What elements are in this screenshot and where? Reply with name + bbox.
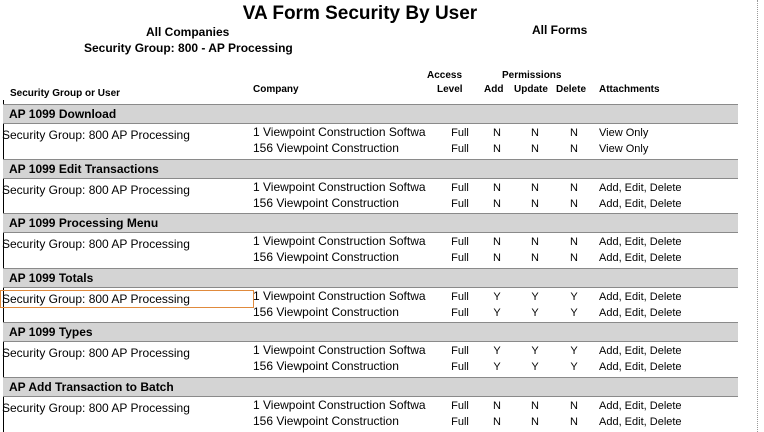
permission-delete-cell: N [570, 252, 578, 264]
permission-add-cell: Y [493, 361, 501, 373]
permission-add-cell: N [493, 143, 501, 155]
attachments-cell: View Only [599, 143, 649, 155]
attachments-cell: Add, Edit, Delete [599, 400, 682, 412]
permission-add-cell: Y [493, 345, 501, 357]
attachments-cell: Add, Edit, Delete [599, 198, 682, 210]
permission-update-cell: N [531, 400, 539, 412]
access-level-cell: Full [451, 416, 469, 428]
permission-update-cell: Y [531, 291, 539, 303]
security-group-user-cell[interactable]: Security Group: 800 AP Processing [2, 401, 190, 415]
attachments-cell: Add, Edit, Delete [599, 236, 682, 248]
permission-delete-cell: Y [570, 345, 578, 357]
security-group-filter-label: Security Group: 800 - AP Processing [84, 41, 293, 55]
col-header-delete: Delete [556, 84, 587, 95]
permission-update-cell: N [531, 236, 539, 248]
company-cell: 1 Viewpoint Construction Softwa [253, 289, 426, 303]
companies-filter-label: All Companies [146, 25, 230, 39]
access-level-cell: Full [451, 307, 469, 319]
permission-delete-cell: N [570, 400, 578, 412]
company-cell: 156 Viewpoint Construction [253, 359, 399, 373]
attachments-cell: Add, Edit, Delete [599, 182, 682, 194]
attachments-cell: Add, Edit, Delete [599, 416, 682, 428]
col-header-attachments: Attachments [599, 84, 660, 95]
security-group-user-cell[interactable]: Security Group: 800 AP Processing [2, 183, 190, 197]
col-header-add: Add [484, 84, 504, 95]
form-name: AP 1099 Edit Transactions [9, 162, 159, 176]
permission-update-cell: N [531, 252, 539, 264]
access-level-cell: Full [451, 198, 469, 210]
access-level-cell: Full [451, 252, 469, 264]
col-header-update: Update [514, 84, 548, 95]
form-name: AP 1099 Processing Menu [9, 216, 159, 230]
permission-add-cell: N [493, 400, 501, 412]
permission-add-cell: N [493, 198, 501, 210]
company-cell: 156 Viewpoint Construction [253, 141, 399, 155]
access-level-cell: Full [451, 143, 469, 155]
form-section-header[interactable] [3, 159, 738, 179]
company-cell: 156 Viewpoint Construction [253, 196, 399, 210]
security-group-user-cell[interactable]: Security Group: 800 AP Processing [2, 237, 190, 251]
access-level-cell: Full [451, 400, 469, 412]
company-cell: 1 Viewpoint Construction Softwa [253, 398, 426, 412]
permission-add-cell: N [493, 252, 501, 264]
col-header-permissions: Permissions [502, 70, 562, 81]
company-cell: 156 Viewpoint Construction [253, 414, 399, 428]
col-header-level: Level [437, 84, 463, 95]
company-cell: 156 Viewpoint Construction [253, 250, 399, 264]
attachments-cell: Add, Edit, Delete [599, 345, 682, 357]
attachments-cell: Add, Edit, Delete [599, 291, 682, 303]
permission-add-cell: N [493, 182, 501, 194]
permission-delete-cell: N [570, 198, 578, 210]
permission-update-cell: N [531, 416, 539, 428]
company-cell: 1 Viewpoint Construction Softwa [253, 180, 426, 194]
permission-add-cell: Y [493, 307, 501, 319]
permission-delete-cell: N [570, 143, 578, 155]
permission-update-cell: N [531, 182, 539, 194]
attachments-cell: Add, Edit, Delete [599, 307, 682, 319]
col-header-group-or-user: Security Group or User [10, 88, 121, 99]
forms-filter-label: All Forms [532, 23, 588, 37]
company-cell: 1 Viewpoint Construction Softwa [253, 343, 426, 357]
form-section-header[interactable] [3, 268, 738, 288]
permission-delete-cell: N [570, 236, 578, 248]
permission-update-cell: Y [531, 307, 539, 319]
form-section-header[interactable] [3, 104, 738, 124]
security-group-user-cell[interactable]: Security Group: 800 AP Processing [2, 292, 252, 306]
permission-update-cell: N [531, 127, 539, 139]
access-level-cell: Full [451, 236, 469, 248]
security-group-user-cell[interactable]: Security Group: 800 AP Processing [2, 128, 190, 142]
permission-add-cell: N [493, 236, 501, 248]
permission-delete-cell: N [570, 127, 578, 139]
col-header-access: Access [427, 70, 463, 81]
access-level-cell: Full [451, 345, 469, 357]
company-cell: 156 Viewpoint Construction [253, 305, 399, 319]
form-section-header[interactable] [3, 322, 738, 342]
security-group-user-cell[interactable]: Security Group: 800 AP Processing [2, 346, 190, 360]
col-header-company: Company [253, 84, 299, 95]
permission-add-cell: N [493, 416, 501, 428]
access-level-cell: Full [451, 182, 469, 194]
form-name: AP 1099 Types [9, 325, 93, 339]
attachments-cell: Add, Edit, Delete [599, 252, 682, 264]
permission-update-cell: Y [531, 345, 539, 357]
form-name: AP 1099 Download [9, 107, 117, 121]
form-name: AP Add Transaction to Batch [9, 380, 174, 394]
permission-add-cell: N [493, 127, 501, 139]
form-name: AP 1099 Totals [9, 271, 94, 285]
permission-update-cell: N [531, 143, 539, 155]
permission-add-cell: Y [493, 291, 501, 303]
permission-update-cell: Y [531, 361, 539, 373]
company-cell: 1 Viewpoint Construction Softwa [253, 234, 426, 248]
access-level-cell: Full [451, 127, 469, 139]
permission-delete-cell: Y [570, 307, 578, 319]
permission-delete-cell: Y [570, 361, 578, 373]
access-level-cell: Full [451, 291, 469, 303]
access-level-cell: Full [451, 361, 469, 373]
report-title: VA Form Security By User [242, 3, 478, 24]
attachments-cell: Add, Edit, Delete [599, 361, 682, 373]
form-section-header[interactable] [3, 377, 738, 397]
permission-delete-cell: N [570, 416, 578, 428]
permission-delete-cell: Y [570, 291, 578, 303]
attachments-cell: View Only [599, 127, 649, 139]
company-cell: 1 Viewpoint Construction Softwa [253, 125, 426, 139]
permission-delete-cell: N [570, 182, 578, 194]
form-section-header[interactable] [3, 213, 738, 233]
permission-update-cell: N [531, 198, 539, 210]
